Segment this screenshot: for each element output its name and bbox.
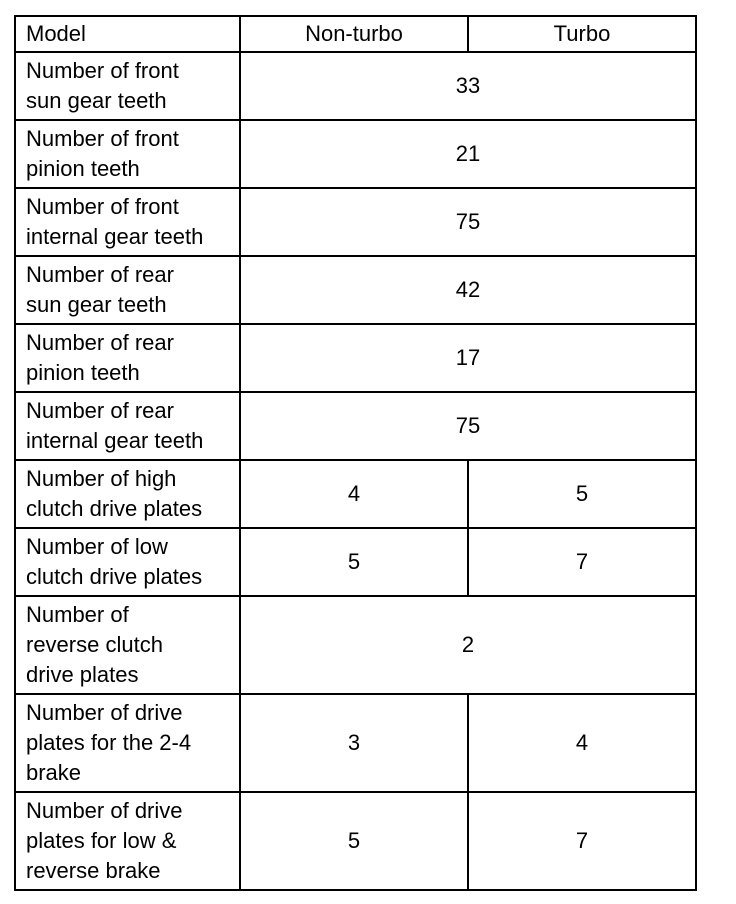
row-value: 21 [240, 120, 696, 188]
row-label: Number of low clutch drive plates [15, 528, 240, 596]
row-value-non-turbo: 3 [240, 694, 468, 792]
row-value: 75 [240, 392, 696, 460]
row-value: 33 [240, 52, 696, 120]
row-value-turbo: 5 [468, 460, 696, 528]
table-row [15, 52, 696, 120]
header-non-turbo: Non-turbo [240, 16, 468, 52]
row-label: Number of front internal gear teeth [15, 188, 240, 256]
table-row [15, 596, 696, 694]
row-value: 75 [240, 188, 696, 256]
row-label: Number of front sun gear teeth [15, 52, 240, 120]
table-row [15, 120, 696, 188]
row-label: Number of reverse clutch drive plates [15, 596, 240, 694]
table-row [15, 188, 696, 256]
row-label: Number of rear pinion teeth [15, 324, 240, 392]
row-value-non-turbo: 5 [240, 528, 468, 596]
row-value-turbo: 4 [468, 694, 696, 792]
table-row [15, 324, 696, 392]
row-value: 42 [240, 256, 696, 324]
row-label: Number of high clutch drive plates [15, 460, 240, 528]
row-value: 2 [240, 596, 696, 694]
gear-spec-table [14, 15, 697, 891]
table-header-row [15, 16, 696, 52]
header-model: Model [15, 16, 240, 52]
row-value: 17 [240, 324, 696, 392]
row-label: Number of drive plates for low & reverse brake [15, 792, 240, 890]
row-value-turbo: 7 [468, 528, 696, 596]
header-turbo: Turbo [468, 16, 696, 52]
table-row [15, 694, 696, 792]
row-label: Number of rear sun gear teeth [15, 256, 240, 324]
row-value-non-turbo: 5 [240, 792, 468, 890]
table-row [15, 256, 696, 324]
row-value-turbo: 7 [468, 792, 696, 890]
row-label: Number of rear internal gear teeth [15, 392, 240, 460]
table-row [15, 792, 696, 890]
row-label: Number of front pinion teeth [15, 120, 240, 188]
row-label: Number of drive plates for the 2-4 brake [15, 694, 240, 792]
table-row [15, 528, 696, 596]
row-value-non-turbo: 4 [240, 460, 468, 528]
table-row [15, 460, 696, 528]
table-row [15, 392, 696, 460]
